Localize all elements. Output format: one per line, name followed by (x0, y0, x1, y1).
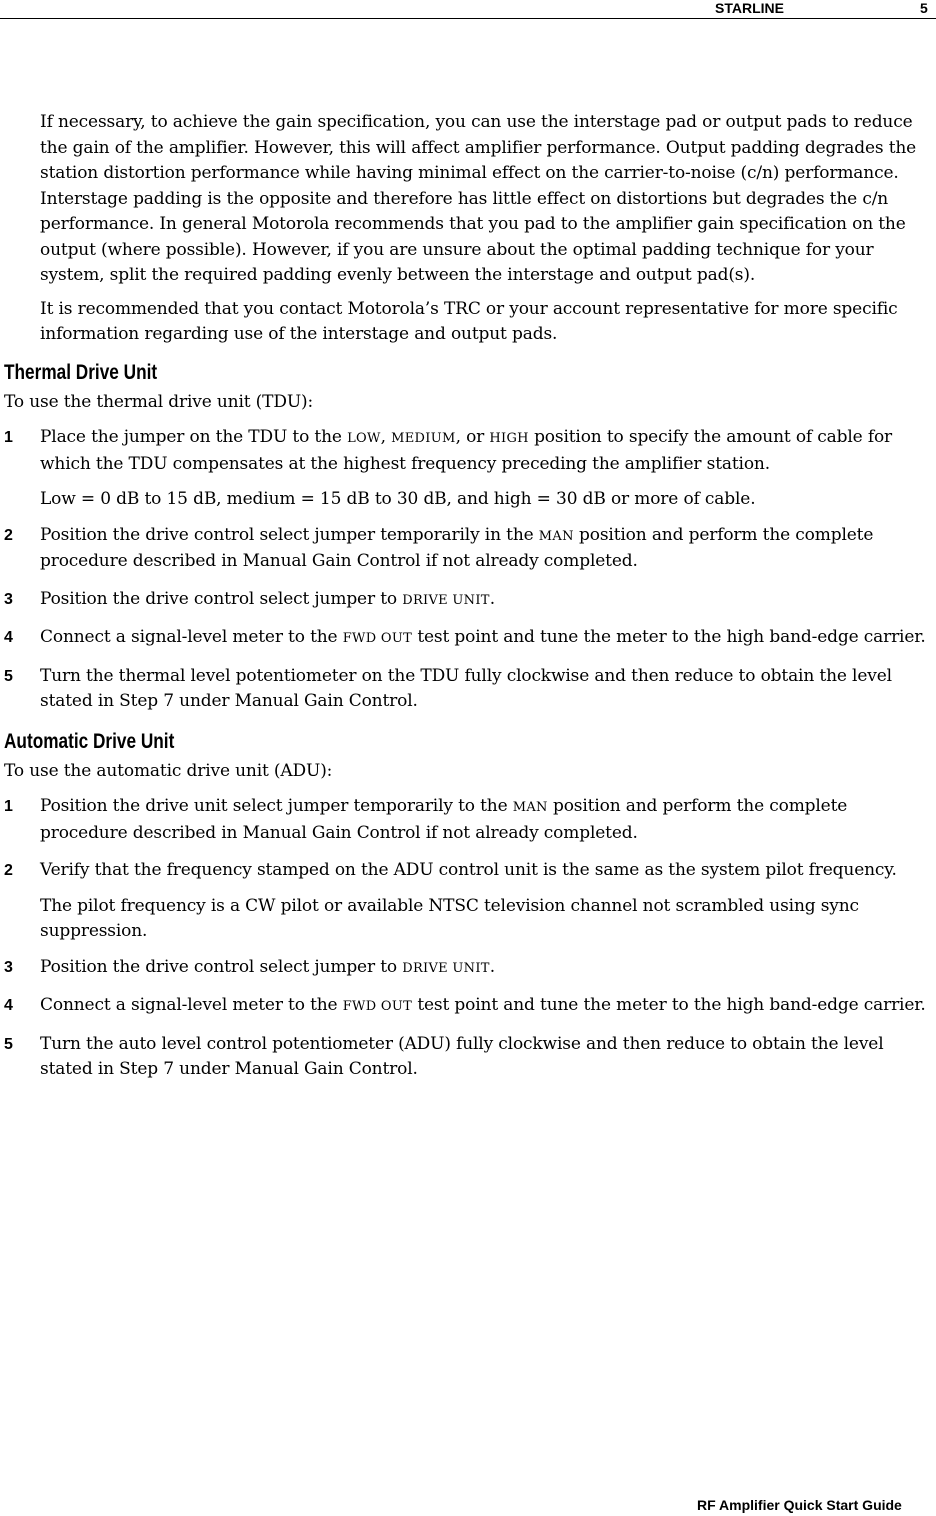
adu-step-1 (4, 794, 932, 846)
keyword-medium: MEDIUM (391, 431, 456, 446)
keyword-low: LOW (347, 431, 381, 446)
step-text: Turn the thermal level potentiometer on the TDU fully clockwise and then reduce to obtain the level stated in Step 7 under Manual Gain Control. (40, 665, 892, 711)
step-number: 3 (4, 590, 13, 608)
keyword-drive-unit: DRIVE UNIT (402, 960, 490, 976)
tdu-step-1-note: Low = 0 dB to 15 dB, medium = 15 dB to 30 dB, and high = 30 dB or more of cable. (40, 489, 756, 509)
step-text: Connect a signal-level meter to the FWD OUT test point and tune the meter to the high band-edge carrier. (40, 627, 926, 647)
step-text: Position the drive control select jumper to DRIVE UNIT. (40, 956, 495, 977)
tdu-step-4 (4, 625, 932, 652)
step-text: Position the drive unit select jumper temporarily to the MAN position and perform the complete procedure described in Manual Gain Control if not already completed. (40, 796, 848, 843)
page-header (0, 0, 936, 19)
step-number: 5 (4, 1035, 13, 1053)
tdu-step-3 (4, 587, 932, 614)
step-text: Place the jumper on the TDU to the LOW, MEDIUM, or HIGH position to specify the amount of cable for which the TDU compensates at the highest frequency preceding the amplifier station. (40, 427, 893, 474)
tdu-step-5 (4, 664, 932, 715)
header-title: STARLINE (715, 0, 784, 16)
section-heading-thermal-drive-unit: Thermal Drive Unit (4, 360, 158, 384)
section-heading-automatic-drive-unit: Automatic Drive Unit (4, 729, 175, 753)
adu-step-2 (4, 858, 932, 884)
keyword-drive-unit: DRIVE UNIT (402, 592, 490, 608)
step-number: 1 (4, 798, 13, 815)
step-text: Turn the auto level control potentiometer (ADU) fully clockwise and then reduce to obtain the level stated in Step 7 under Manual Gain Control. (40, 1033, 884, 1079)
page-number: 5 (920, 0, 928, 16)
step-number: 5 (4, 667, 13, 685)
keyword-high: HIGH (489, 431, 529, 446)
adu-step-2-note: The pilot frequency is a CW pilot or available NTSC television channel not scrambled using sync suppression. (40, 895, 859, 941)
page-footer: RF Amplifier Quick Start Guide (697, 1497, 902, 1513)
step-number: 2 (4, 862, 13, 879)
tdu-step-2 (4, 523, 932, 575)
adu-step-3 (4, 955, 932, 982)
keyword-man: MAN (538, 528, 574, 544)
step-text: Position the drive control select jumper to DRIVE UNIT. (40, 588, 495, 609)
intro-paragraph-padding: If necessary, to achieve the gain specification, you can use the interstage pad or output pads to reduce the gain of the amplifier. However, this will affect amplifier performance. Output padding degrades the station distortion performance while having minimal effect on the carrier-to-noise (c/n) performance. Interstage padding is the opposite and therefore has little effect on distortions but degrades the c/n performance. In general Motorola recommends that you pad to the amplifier gain specification on the output (where possible). However, if you are unsure about the optimal padding technique for your system, split the required padding evenly between the interstage and output pad(s). (40, 112, 917, 285)
step-number: 4 (4, 629, 13, 646)
intro-paragraph-contact: It is recommended that you contact Motorola’s TRC or your account representative for more specific information regarding use of the interstage and output pads. (40, 298, 898, 344)
step-number: 3 (4, 958, 13, 976)
keyword-fwd-out: FWD OUT (342, 631, 413, 646)
step-text: Verify that the frequency stamped on the ADU control unit is the same as the system pilot frequency. (40, 860, 897, 880)
page-content (4, 110, 932, 1083)
tdu-step-1 (4, 425, 932, 477)
keyword-man: MAN (512, 800, 548, 815)
adu-step-4 (4, 993, 932, 1020)
step-number: 2 (4, 526, 13, 544)
step-text: Connect a signal-level meter to the FWD OUT test point and tune the meter to the high band-edge carrier. (40, 995, 926, 1015)
adu-step-5 (4, 1032, 932, 1083)
step-text: Position the drive control select jumper temporarily in the MAN position and perform the complete procedure described in Manual Gain Control if not already completed. (40, 524, 874, 571)
adu-intro: To use the automatic drive unit (ADU): (4, 760, 333, 781)
step-number: 4 (4, 997, 13, 1014)
step-number: 1 (4, 429, 13, 446)
tdu-intro: To use the thermal drive unit (TDU): (4, 391, 314, 412)
keyword-fwd-out: FWD OUT (342, 999, 413, 1014)
